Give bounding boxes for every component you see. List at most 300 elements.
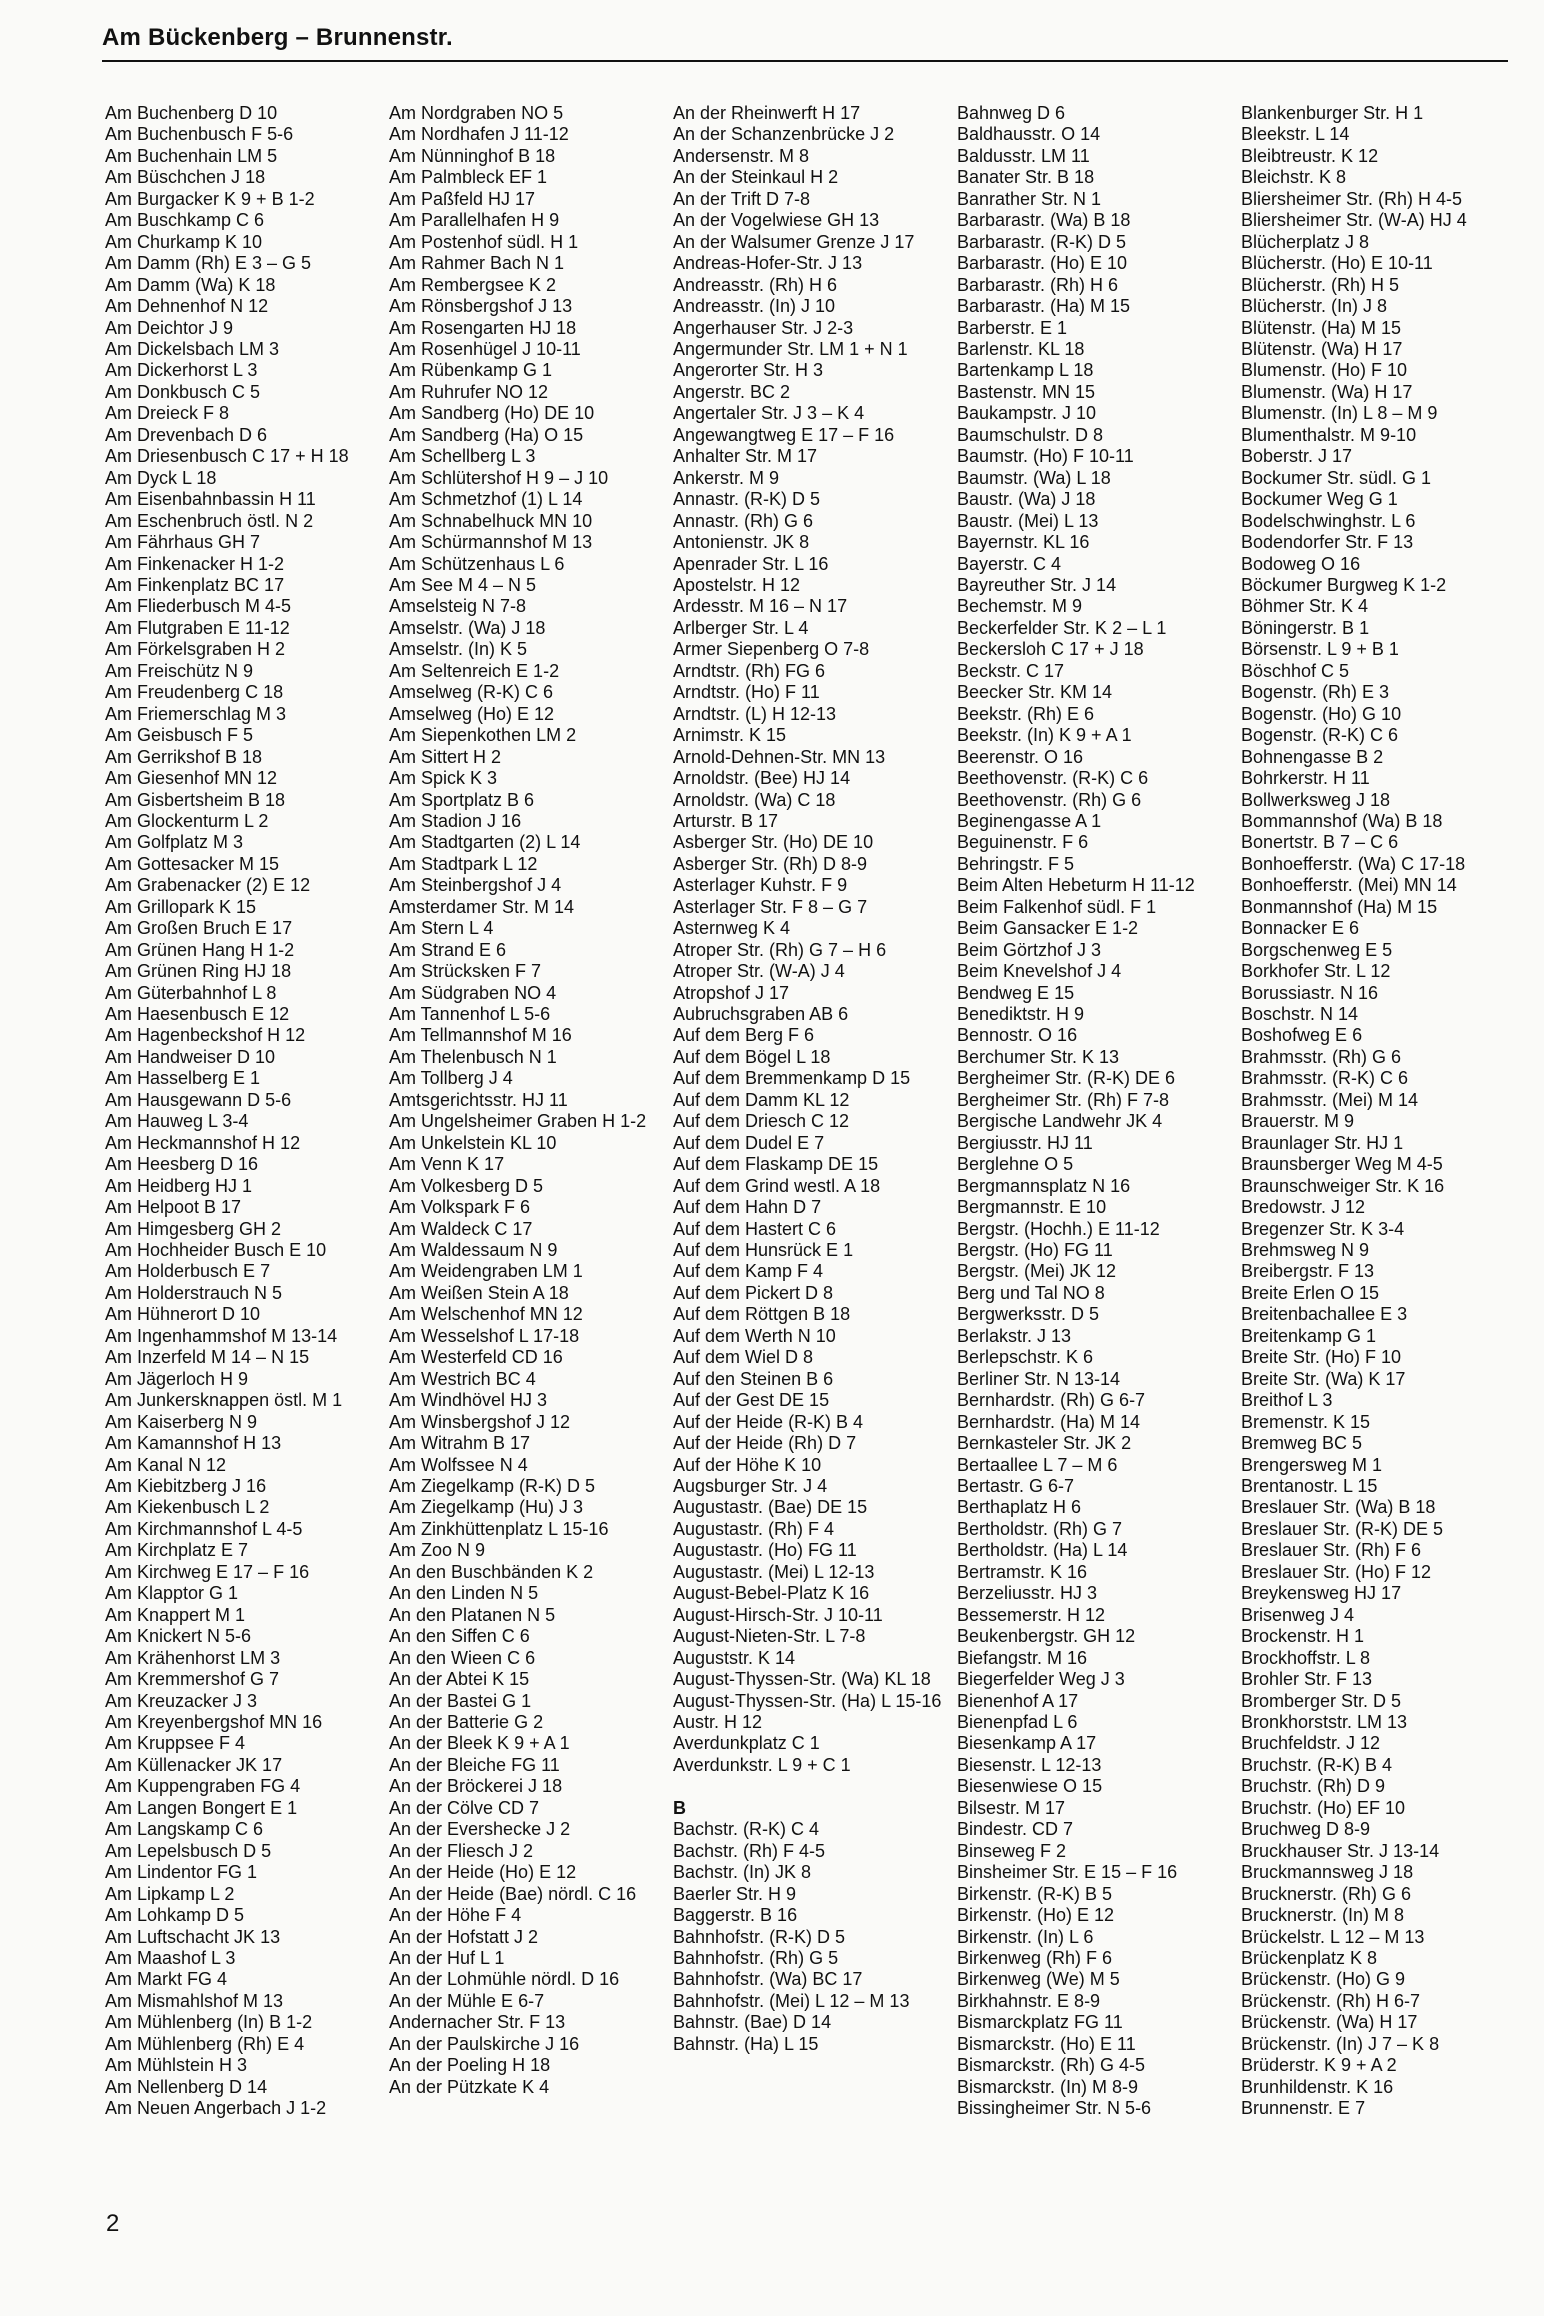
street-entry: Bertholdstr. (Ha) L 14 <box>957 1540 1128 1561</box>
street-entry: Am Tannenhof L 5-6 <box>389 1004 551 1025</box>
street-entry: Am Kiebitzberg J 16 <box>105 1476 267 1496</box>
street-entry: Am Buschkamp C 6 <box>105 210 265 231</box>
street-entry: Am Spick K 3 <box>389 768 498 789</box>
street-entry: Asterlager Kuhstr. F 9 <box>673 875 848 896</box>
street-entry: An der Steinkaul H 2 <box>673 167 839 188</box>
street-entry: Am Gottesacker M 15 <box>105 853 280 874</box>
page-header <box>102 24 1508 52</box>
street-entry: Am Mühlstein H 3 <box>105 2055 248 2076</box>
street-entry: Arturstr. B 17 <box>673 810 779 831</box>
street-entry: Am Gerrikshof B 18 <box>105 746 263 767</box>
street-entry: Angerhauser Str. J 2-3 <box>673 317 854 338</box>
street-entry: Berchumer Str. K 13 <box>957 1046 1120 1067</box>
street-entry: Breykensweg HJ 17 <box>1241 1583 1402 1604</box>
street-entry: Angerstr. BC 2 <box>673 381 791 402</box>
street-entry: Am Zoo N 9 <box>389 1540 486 1561</box>
street-entry: Banrather Str. N 1 <box>957 188 1102 209</box>
street-entry: Am Golfplatz M 3 <box>105 832 244 853</box>
street-entry: An der Huf L 1 <box>389 1947 505 1968</box>
street-entry: Bergische Landwehr JK 4 <box>957 1111 1163 1132</box>
street-entry: Angerorter Str. H 3 <box>673 360 824 381</box>
street-entry: Bienenpfad L 6 <box>957 1711 1078 1732</box>
street-entry: Am Parallelhafen H 9 <box>389 210 560 231</box>
street-entry: Blumenstr. (Ho) F 10 <box>1241 360 1408 381</box>
street-entry: Beerenstr. O 16 <box>957 746 1084 767</box>
street-entry: Breslauer Str. (Rh) F 6 <box>1241 1540 1422 1561</box>
street-entry: Beim Görtzhof J 3 <box>957 939 1102 960</box>
street-entry: Bonertstr. B 7 – C 6 <box>1241 832 1399 853</box>
street-entry: Amsterdamer Str. M 14 <box>389 896 575 917</box>
street-entry: An den Siffen C 6 <box>389 1626 530 1647</box>
street-entry: Am Grillopark K 15 <box>105 896 257 917</box>
street-entry: Breite Erlen O 15 <box>1241 1282 1380 1303</box>
section-gap <box>673 1776 957 1797</box>
street-entry: Brückenstr. (Ho) G 9 <box>1241 1969 1406 1990</box>
street-entry: Am Heidberg HJ 1 <box>105 1175 253 1196</box>
street-entry: Am Kirchweg E 17 – F 16 <box>105 1561 310 1582</box>
street-entry: Ardesstr. M 16 – N 17 <box>673 596 848 617</box>
street-entry: Bonnacker E 6 <box>1241 918 1360 939</box>
street-entry: Andersenstr. M 8 <box>673 145 810 166</box>
street-entry: Baustr. (Wa) J 18 <box>957 489 1096 510</box>
street-entry: Beethovenstr. (R-K) C 6 <box>957 768 1149 789</box>
street-entry: Am Knickert N 5-6 <box>105 1626 252 1647</box>
street-entry: Am Rübenkamp G 1 <box>389 360 553 381</box>
street-entry: Baldhausstr. O 14 <box>957 124 1101 145</box>
street-entry: Am Kamannshof H 13 <box>105 1433 282 1454</box>
street-entry: Beekstr. (Rh) E 6 <box>957 703 1095 724</box>
street-entry: Bahnstr. (Ha) L 15 <box>673 2033 819 2054</box>
street-entry: Augustastr. (Bae) DE 15 <box>673 1497 868 1518</box>
street-entry: Bruchstr. (Ho) EF 10 <box>1241 1797 1406 1818</box>
street-entry: Breslauer Str. (Ho) F 12 <box>1241 1561 1432 1582</box>
street-entry: Am Helpoot B 17 <box>105 1197 242 1218</box>
street-entry: Am Sandberg (Ho) DE 10 <box>389 403 595 424</box>
street-entry: Am Wesselshof L 17-18 <box>389 1325 580 1346</box>
street-entry: Brückenstr. (In) J 7 – K 8 <box>1241 2033 1440 2054</box>
street-entry: Brockenstr. H 1 <box>1241 1626 1365 1647</box>
street-entry: Breslauer Str. (R-K) DE 5 <box>1241 1518 1444 1539</box>
street-entry: August-Bebel-Platz K 16 <box>673 1583 870 1604</box>
street-entry: Averdunkplatz C 1 <box>673 1733 820 1754</box>
street-entry: Am Ziegelkamp (R-K) D 5 <box>389 1476 596 1496</box>
street-entry: Berglehne O 5 <box>957 1154 1074 1175</box>
street-entry: Am Fliederbusch M 4-5 <box>105 596 292 617</box>
street-entry: Am Jägerloch H 9 <box>105 1368 249 1389</box>
street-entry: Berliner Str. N 13-14 <box>957 1368 1121 1389</box>
street-entry: Berg und Tal NO 8 <box>957 1282 1105 1303</box>
street-entry: Beecker Str. KM 14 <box>957 682 1113 703</box>
street-entry: Am Finkenacker H 1-2 <box>105 553 285 574</box>
street-entry: An der Höhe F 4 <box>389 1905 522 1926</box>
street-entry: Auf dem Dudel E 7 <box>673 1132 825 1153</box>
street-entry: Am Großen Bruch E 17 <box>105 918 293 939</box>
street-entry: Amselsteig N 7-8 <box>389 596 527 617</box>
street-entry: Bahnhofstr. (Mei) L 12 – M 13 <box>673 1990 910 2011</box>
street-entry: Auf dem Wiel D 8 <box>673 1347 814 1368</box>
street-entry: Bergmannsplatz N 16 <box>957 1175 1131 1196</box>
street-entry: Braunsberger Weg M 4-5 <box>1241 1154 1443 1175</box>
street-entry: Bockumer Str. südl. G 1 <box>1241 467 1432 488</box>
street-entry: Augustastr. (Rh) F 4 <box>673 1518 835 1539</box>
street-entry: Biefangstr. M 16 <box>957 1647 1088 1668</box>
street-entry: Breslauer Str. (Wa) B 18 <box>1241 1497 1436 1518</box>
street-entry: Asterlager Str. F 8 – G 7 <box>673 896 868 917</box>
street-entry: Braunlager Str. HJ 1 <box>1241 1132 1404 1153</box>
street-entry: Andreasstr. (In) J 10 <box>673 296 836 317</box>
street-entry: Auf dem Driesch C 12 <box>673 1111 850 1132</box>
street-entry: An der Trift D 7-8 <box>673 188 811 209</box>
street-entry: Birkenstr. (In) L 6 <box>957 1926 1094 1947</box>
street-entry: Blücherstr. (In) J 8 <box>1241 296 1388 317</box>
street-entry: Am Dehnenhof N 12 <box>105 296 269 317</box>
street-entry: Amselstr. (Wa) J 18 <box>389 617 546 638</box>
street-entry: Am Thelenbusch N 1 <box>389 1046 557 1067</box>
street-entry: Bilsestr. M 17 <box>957 1797 1066 1818</box>
street-entry: Bergheimer Str. (Rh) F 7-8 <box>957 1089 1170 1110</box>
street-entry: Bienenhof A 17 <box>957 1690 1079 1711</box>
street-entry: Am Heckmannshof H 12 <box>105 1132 301 1153</box>
street-entry: Auf der Höhe K 10 <box>673 1454 822 1475</box>
street-entry: Am See M 4 – N 5 <box>389 574 537 595</box>
street-entry: Arlberger Str. L 4 <box>673 617 809 638</box>
street-entry: Am Dyck L 18 <box>105 467 217 488</box>
street-entry: Bregenzer Str. K 3-4 <box>1241 1218 1405 1239</box>
street-entry: Am Buchenhain LM 5 <box>105 145 278 166</box>
street-entry: Am Weißen Stein A 18 <box>389 1282 569 1303</box>
street-entry: Bergstr. (Hochh.) E 11-12 <box>957 1218 1160 1239</box>
street-entry: Am Strücksken F 7 <box>389 961 542 982</box>
street-entry: Am Rönsbergshof J 13 <box>389 296 573 317</box>
street-entry: Beim Gansacker E 1-2 <box>957 918 1139 939</box>
street-entry: Auguststr. K 14 <box>673 1647 796 1668</box>
street-entry: Auf der Gest DE 15 <box>673 1390 830 1411</box>
street-entry: Breithof L 3 <box>1241 1390 1333 1411</box>
street-entry: Bastenstr. MN 15 <box>957 381 1096 402</box>
street-entry: Am Buchenbusch F 5-6 <box>105 124 294 145</box>
street-entry: Am Venn K 17 <box>389 1154 505 1175</box>
street-entry: Bachstr. (In) JK 8 <box>673 1862 812 1883</box>
street-entry: Am Stadtpark L 12 <box>389 853 538 874</box>
index-column-1 <box>105 103 389 2153</box>
street-entry: Bogenstr. (R-K) C 6 <box>1241 725 1399 746</box>
street-entry: Am Hagenbeckshof H 12 <box>105 1025 306 1046</box>
street-entry: Bessemerstr. H 12 <box>957 1604 1106 1625</box>
street-entry: An der Pützkate K 4 <box>389 2076 550 2097</box>
street-entry: Am Stadion J 16 <box>389 810 522 831</box>
street-entry: Auf dem Pickert D 8 <box>673 1282 834 1303</box>
street-entry: Baerler Str. H 9 <box>673 1883 797 1904</box>
street-entry: Blücherplatz J 8 <box>1241 231 1370 252</box>
street-entry: An der Bröckerei J 18 <box>389 1776 563 1797</box>
street-entry: Bayernstr. KL 16 <box>957 532 1090 553</box>
street-entry: Bismarckstr. (Rh) G 4-5 <box>957 2055 1146 2076</box>
street-entry: Am Junkersknappen östl. M 1 <box>105 1390 343 1411</box>
street-entry: Asternweg K 4 <box>673 918 791 939</box>
street-entry: Bronkhorststr. LM 13 <box>1241 1711 1408 1732</box>
street-entry: Am Kaiserberg N 9 <box>105 1411 258 1432</box>
street-entry: Bredowstr. J 12 <box>1241 1197 1366 1218</box>
street-entry: Averdunkstr. L 9 + C 1 <box>673 1754 851 1775</box>
street-entry: Bogenstr. (Rh) E 3 <box>1241 682 1390 703</box>
street-entry: Andreas-Hofer-Str. J 13 <box>673 253 863 274</box>
street-entry: Am Kreuzacker J 3 <box>105 1690 258 1711</box>
street-entry: Auf dem Hastert C 6 <box>673 1218 837 1239</box>
street-entry: Am Küllenacker JK 17 <box>105 1754 283 1775</box>
street-entry: Auf dem Werth N 10 <box>673 1325 836 1346</box>
street-entry: Am Sandberg (Ha) O 15 <box>389 424 584 445</box>
street-entry: Bismarckplatz FG 11 <box>957 2012 1123 2033</box>
street-entry: Am Rosenhügel J 10-11 <box>389 338 581 359</box>
street-entry: Am Dreieck F 8 <box>105 403 230 424</box>
street-entry: Am Westrich BC 4 <box>389 1368 536 1389</box>
street-entry: Am Kuppengraben FG 4 <box>105 1776 301 1797</box>
street-entry: An der Poeling H 18 <box>389 2055 551 2076</box>
street-entry: Beethovenstr. (Rh) G 6 <box>957 789 1142 810</box>
street-entry: Bockumer Weg G 1 <box>1241 489 1398 510</box>
street-entry: Am Schützenhaus L 6 <box>389 553 565 574</box>
page-title: Am Bückenberg – Brunnenstr. <box>102 24 453 51</box>
street-entry: Angermunder Str. LM 1 + N 1 <box>673 338 908 359</box>
street-entry: Brentanostr. L 15 <box>1241 1476 1378 1496</box>
street-entry: Bodelschwinghstr. L 6 <box>1241 510 1416 531</box>
street-entry: Am Rembergsee K 2 <box>389 274 557 295</box>
street-entry: Am Eschenbruch östl. N 2 <box>105 510 314 531</box>
street-entry: Baggerstr. B 16 <box>673 1905 798 1926</box>
street-entry: An der Rheinwerft H 17 <box>673 103 861 123</box>
street-entry: Bertholdstr. (Rh) G 7 <box>957 1518 1123 1539</box>
street-entry: Am Nellenberg D 14 <box>105 2076 268 2097</box>
street-entry: Braunschweiger Str. K 16 <box>1241 1175 1445 1196</box>
header-rule <box>102 60 1508 62</box>
street-entry: Am Hühnerort D 10 <box>105 1304 261 1325</box>
street-entry: Bergheimer Str. (R-K) DE 6 <box>957 1068 1176 1089</box>
street-entry: Am Churkamp K 10 <box>105 231 263 252</box>
street-entry: An der Heide (Ho) E 12 <box>389 1862 577 1883</box>
street-entry: Barbarastr. (Rh) H 6 <box>957 274 1119 295</box>
street-entry: Am Tellmannshof M 16 <box>389 1025 572 1046</box>
street-entry: Arndtstr. (L) H 12-13 <box>673 703 837 724</box>
street-entry: Bennostr. O 16 <box>957 1025 1078 1046</box>
street-entry: Annastr. (R-K) D 5 <box>673 489 821 510</box>
street-entry: Am Paßfeld HJ 17 <box>389 188 536 209</box>
street-entry: Borussiastr. N 16 <box>1241 982 1379 1003</box>
street-entry: Bliersheimer Str. (Rh) H 4-5 <box>1241 188 1463 209</box>
street-entry: Am Lipkamp L 2 <box>105 1883 235 1904</box>
street-entry: Bendweg E 15 <box>957 982 1075 1003</box>
street-entry: Atroper Str. (Rh) G 7 – H 6 <box>673 939 887 960</box>
street-entry: Am Strand E 6 <box>389 939 507 960</box>
street-entry: Apenrader Str. L 16 <box>673 553 829 574</box>
street-entry: Bruckhauser Str. J 13-14 <box>1241 1840 1440 1861</box>
street-entry: Am Rahmer Bach N 1 <box>389 253 565 274</box>
street-entry: Atroper Str. (W-A) J 4 <box>673 961 845 982</box>
street-entry: Augsburger Str. J 4 <box>673 1476 828 1496</box>
street-entry: Bremweg BC 5 <box>1241 1433 1363 1454</box>
street-entry: Am Neuen Angerbach J 1-2 <box>105 2098 327 2119</box>
street-entry: Atropshof J 17 <box>673 982 790 1003</box>
street-entry: Am Burgacker K 9 + B 1-2 <box>105 188 315 209</box>
street-entry: Barbarastr. (R-K) D 5 <box>957 231 1127 252</box>
street-entry: Am Glockenturm L 2 <box>105 810 269 831</box>
street-entry: Beginengasse A 1 <box>957 810 1102 831</box>
street-entry: August-Nieten-Str. L 7-8 <box>673 1626 866 1647</box>
street-entry: Andernacher Str. F 13 <box>389 2012 566 2033</box>
street-entry: Bergwerksstr. D 5 <box>957 1304 1100 1325</box>
street-entry: Barbarastr. (Ha) M 15 <box>957 296 1131 317</box>
street-entry: Am Mismahlshof M 13 <box>105 1990 284 2011</box>
street-entry: Am Damm (Wa) K 18 <box>105 274 276 295</box>
street-entry: Bahnstr. (Bae) D 14 <box>673 2012 832 2033</box>
street-entry: Am Kirchplatz E 7 <box>105 1540 249 1561</box>
street-entry: Augustastr. (Mei) L 12-13 <box>673 1561 875 1582</box>
street-entry: Am Lindentor FG 1 <box>105 1862 258 1883</box>
street-entry: Bonmannshof (Ha) M 15 <box>1241 896 1438 917</box>
street-entry: Am Schmetzhof (1) L 14 <box>389 489 583 510</box>
street-entry: Angertaler Str. J 3 – K 4 <box>673 403 865 424</box>
street-entry: Am Lohkamp D 5 <box>105 1905 245 1926</box>
street-entry: Behringstr. F 5 <box>957 853 1075 874</box>
street-entry: Bromberger Str. D 5 <box>1241 1690 1402 1711</box>
street-entry: Birkenstr. (Ho) E 12 <box>957 1905 1115 1926</box>
street-entry: Brückenplatz K 8 <box>1241 1947 1378 1968</box>
street-entry: Am Zinkhüttenplatz L 15-16 <box>389 1518 609 1539</box>
street-entry: Amtsgerichtsstr. HJ 11 <box>389 1089 568 1110</box>
street-entry: Am Rosengarten HJ 18 <box>389 317 577 338</box>
street-entry: Baukampstr. J 10 <box>957 403 1097 424</box>
street-entry: Am Freudenberg C 18 <box>105 682 284 703</box>
street-entry: Am Knappert M 1 <box>105 1604 246 1625</box>
street-entry: Am Dickerhorst L 3 <box>105 360 258 381</box>
street-entry: Am Unkelstein KL 10 <box>389 1132 557 1153</box>
street-entry: An der Bleiche FG 11 <box>389 1754 560 1775</box>
street-entry: Auf dem Bögel L 18 <box>673 1046 831 1067</box>
street-entry: Bonhoefferstr. (Mei) MN 14 <box>1241 875 1457 896</box>
street-entry: Birkenstr. (R-K) B 5 <box>957 1883 1113 1904</box>
street-entry: Am Kremmershof G 7 <box>105 1669 280 1690</box>
street-entry: Asberger Str. (Ho) DE 10 <box>673 832 874 853</box>
street-entry: Am Langskamp C 6 <box>105 1819 264 1840</box>
street-entry: Auf dem Flaskamp DE 15 <box>673 1154 879 1175</box>
street-entry: Breite Str. (Ho) F 10 <box>1241 1347 1402 1368</box>
street-entry: Am Witrahm B 17 <box>389 1433 531 1454</box>
street-entry: Blütenstr. (Ha) M 15 <box>1241 317 1402 338</box>
street-entry: Baldusstr. LM 11 <box>957 145 1090 166</box>
page-number: 2 <box>106 2210 120 2237</box>
street-entry: Am Flutgraben E 11-12 <box>105 617 290 638</box>
street-entry: Bachstr. (Rh) F 4-5 <box>673 1840 826 1861</box>
index-column-4 <box>957 103 1241 2153</box>
street-entry: Berzeliusstr. HJ 3 <box>957 1583 1098 1604</box>
street-entry: Bahnweg D 6 <box>957 103 1066 123</box>
street-entry: Blumenthalstr. M 9-10 <box>1241 424 1417 445</box>
street-entry: Brückenstr. (Wa) H 17 <box>1241 2012 1418 2033</box>
street-entry: Am Holderbusch E 7 <box>105 1261 271 1282</box>
street-entry: Am Ruhrufer NO 12 <box>389 381 549 402</box>
street-entry: Breite Str. (Wa) K 17 <box>1241 1368 1406 1389</box>
street-entry: Bernkasteler Str. JK 2 <box>957 1433 1132 1454</box>
street-entry: Bleibtreustr. K 12 <box>1241 145 1379 166</box>
street-entry: An der Schanzenbrücke J 2 <box>673 124 895 145</box>
street-entry: Barlenstr. KL 18 <box>957 338 1085 359</box>
street-entry: Breitenbachallee E 3 <box>1241 1304 1408 1325</box>
street-entry: Am Tollberg J 4 <box>389 1068 513 1089</box>
street-index <box>105 103 1525 2153</box>
street-entry: Bohnengasse B 2 <box>1241 746 1384 767</box>
street-entry: Am Gisbertsheim B 18 <box>105 789 286 810</box>
street-entry: Bahnhofstr. (Rh) G 5 <box>673 1947 839 1968</box>
street-entry: Bindestr. CD 7 <box>957 1819 1074 1840</box>
street-entry: Brunnenstr. E 7 <box>1241 2098 1366 2119</box>
street-entry: Bertaallee L 7 – M 6 <box>957 1454 1118 1475</box>
street-entry: Birkenweg (We) M 5 <box>957 1969 1120 1990</box>
street-entry: Blücherstr. (Rh) H 5 <box>1241 274 1400 295</box>
street-entry: Blumenstr. (Wa) H 17 <box>1241 381 1413 402</box>
street-entry: Am Kreyenbergshof MN 16 <box>105 1711 323 1732</box>
street-entry: Biegerfelder Weg J 3 <box>957 1669 1125 1690</box>
street-entry: Berthaplatz H 6 <box>957 1497 1082 1518</box>
index-column-2 <box>389 103 673 2153</box>
street-entry: Auf dem Grind westl. A 18 <box>673 1175 881 1196</box>
street-entry: Berlepschstr. K 6 <box>957 1347 1094 1368</box>
street-entry: Am Krähenhorst LM 3 <box>105 1647 281 1668</box>
street-entry: Am Kiekenbusch L 2 <box>105 1497 270 1518</box>
street-entry: Brengersweg M 1 <box>1241 1454 1383 1475</box>
street-entry: Am Eisenbahnbassin H 11 <box>105 489 316 510</box>
street-entry: An der Vogelwiese GH 13 <box>673 210 880 231</box>
street-entry: Am Schellberg L 3 <box>389 446 536 467</box>
street-entry: Am Waldeck C 17 <box>389 1218 533 1239</box>
street-entry: Banater Str. B 18 <box>957 167 1095 188</box>
street-entry: Bergstr. (Ho) FG 11 <box>957 1240 1113 1261</box>
street-entry: Boberstr. J 17 <box>1241 446 1353 467</box>
street-entry: Böckumer Burgweg K 1-2 <box>1241 574 1447 595</box>
street-entry: Breibergstr. F 13 <box>1241 1261 1375 1282</box>
street-entry: Am Siepenkothen LM 2 <box>389 725 577 746</box>
street-entry: Am Ziegelkamp (Hu) J 3 <box>389 1497 584 1518</box>
street-entry: Austr. H 12 <box>673 1711 763 1732</box>
street-entry: Bleichstr. K 8 <box>1241 167 1347 188</box>
index-column-5 <box>1241 103 1525 2153</box>
street-entry: Am Maashof L 3 <box>105 1947 236 1968</box>
section-letter: B <box>673 1797 686 1818</box>
street-entry: Bremenstr. K 15 <box>1241 1411 1371 1432</box>
street-entry: Am Handweiser D 10 <box>105 1046 276 1067</box>
street-entry: Am Driesenbusch C 17 + H 18 <box>105 446 349 467</box>
street-entry: Am Fährhaus GH 7 <box>105 532 261 553</box>
street-entry: Am Güterbahnhof L 8 <box>105 982 277 1003</box>
street-entry: An der Heide (Bae) nördl. C 16 <box>389 1883 637 1904</box>
street-entry: Am Ungelsheimer Graben H 1-2 <box>389 1111 647 1132</box>
street-entry: Am Kruppsee F 4 <box>105 1733 246 1754</box>
street-entry: Bohrkerstr. H 11 <box>1241 768 1370 789</box>
street-entry: August-Thyssen-Str. (Ha) L 15-16 <box>673 1690 942 1711</box>
street-entry: Biesenstr. L 12-13 <box>957 1754 1102 1775</box>
street-entry: Beguinenstr. F 6 <box>957 832 1089 853</box>
street-entry: Baumschulstr. D 8 <box>957 424 1104 445</box>
street-entry: Apostelstr. H 12 <box>673 574 801 595</box>
street-entry: Brucknerstr. (Rh) G 6 <box>1241 1883 1412 1904</box>
street-entry: Blumenstr. (In) L 8 – M 9 <box>1241 403 1438 424</box>
street-entry: Baumstr. (Ho) F 10-11 <box>957 446 1134 467</box>
street-entry: Anhalter Str. M 17 <box>673 446 818 467</box>
street-entry: Am Markt FG 4 <box>105 1969 228 1990</box>
street-entry: Bleekstr. L 14 <box>1241 124 1350 145</box>
street-entry: Böningerstr. B 1 <box>1241 617 1370 638</box>
street-entry: Bissingheimer Str. N 5-6 <box>957 2098 1152 2119</box>
street-entry: Am Grünen Ring HJ 18 <box>105 961 292 982</box>
street-entry: Am Sittert H 2 <box>389 746 502 767</box>
